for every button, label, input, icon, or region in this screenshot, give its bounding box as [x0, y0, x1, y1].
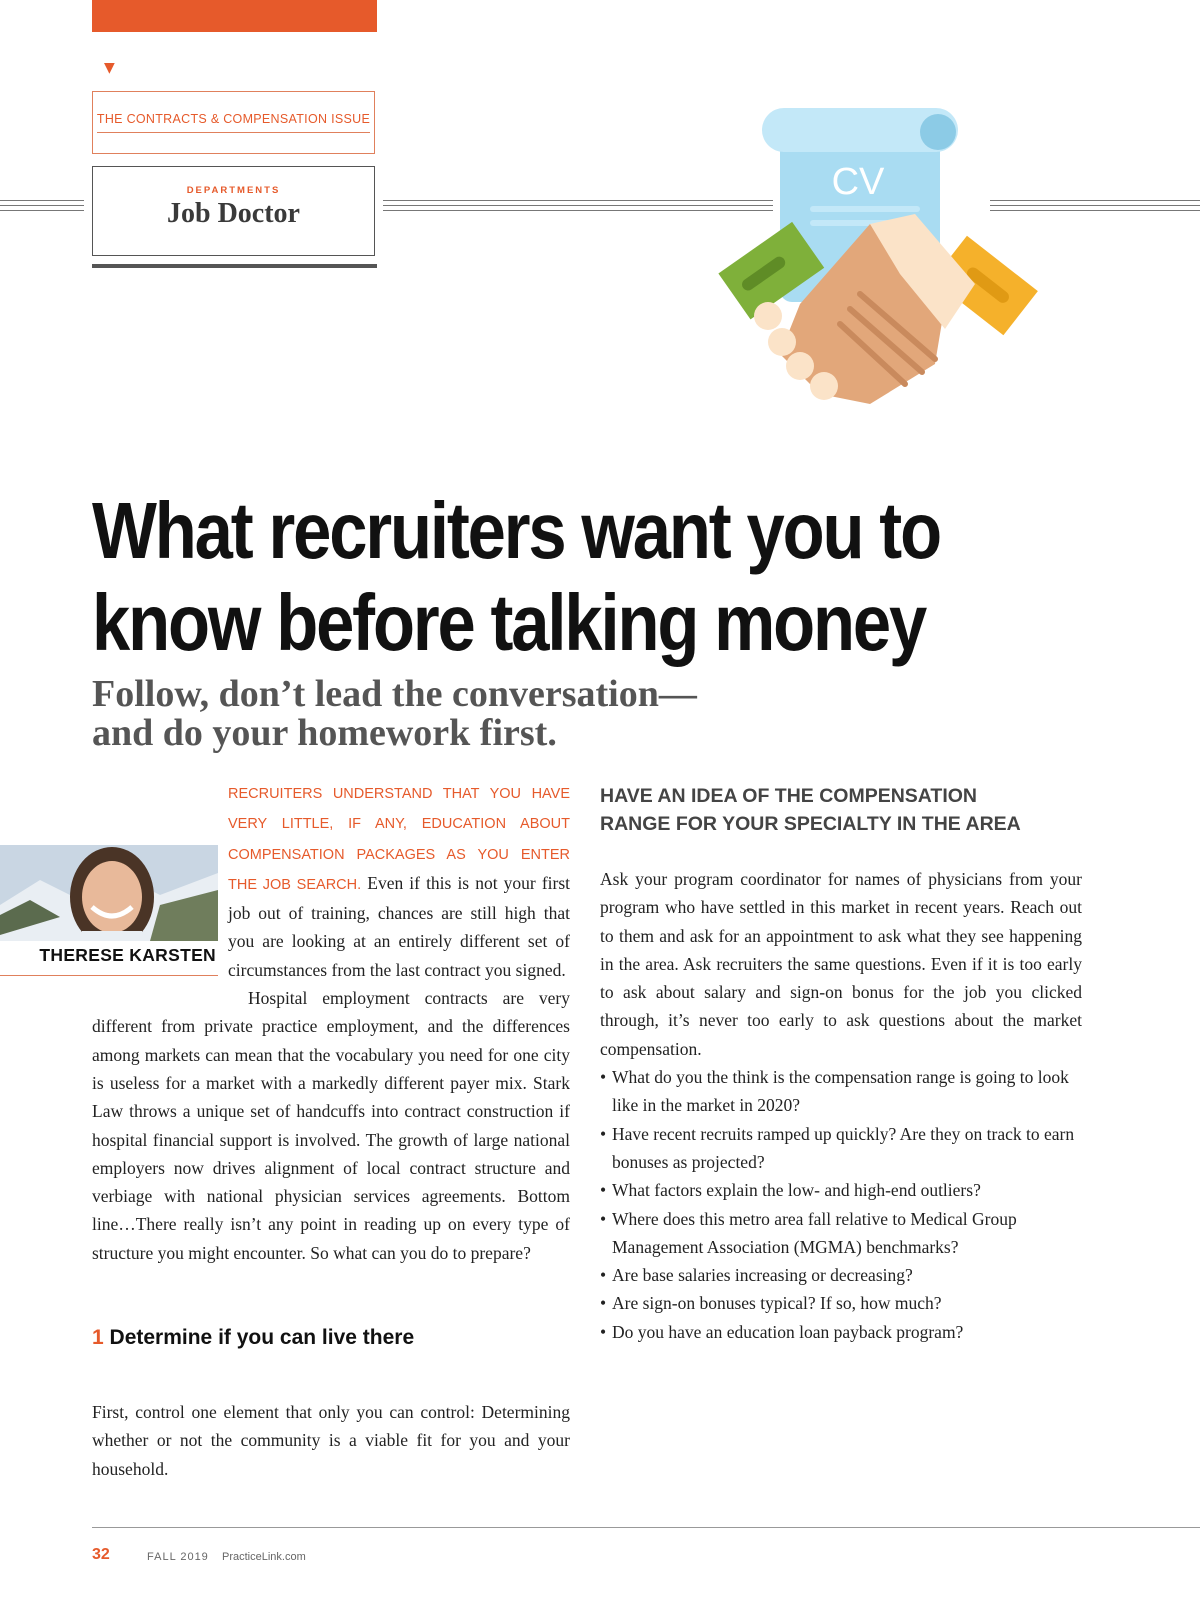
section-1-body-block: [92, 1398, 570, 1483]
lead-paragraph: [92, 778, 570, 984]
department-label: DEPARTMENTS: [186, 185, 281, 196]
lead-text: Even if this is not your first job out of training, chances are still high that you are looking at an entirely different set of circumstances from the last contract you signed.: [228, 872, 571, 980]
right-column-heading: [600, 782, 1060, 838]
top-accent-bar: [92, 0, 377, 32]
page-number: 32: [92, 1546, 110, 1563]
list-item: • Are sign-on bonuses typical? If so, how much?: [600, 1289, 1082, 1317]
left-column-intro: [92, 778, 570, 1267]
handshake-cv-illustration: [700, 104, 1050, 414]
issue-label: THE CONTRACTS & COMPENSATION ISSUE: [97, 112, 370, 133]
list-item: • Have recent recruits ramped up quickly? Are they on track to earn bonuses as projected?: [600, 1120, 1082, 1177]
right-body-paragraph: Ask your program coordinator for names of physicians from your program who have settled in this market in recent years. Reach out to them and ask for an appointment to ask what they see happening in the area. Ask recruiters the same questions. Even if it is too early to ask about salary and sign-on bonus for the job you clicked through, it’s never too early to ask questions about the market compensation.: [600, 869, 1082, 1059]
question-list: [600, 1063, 1082, 1346]
department-box: [92, 166, 375, 256]
section-1-number: 1: [92, 1326, 104, 1349]
header-rule: [0, 205, 84, 206]
body-paragraph-2: Hospital employment contracts are very different from private practice employment, and the differences among markets can mean that the vocabulary you need for one city is useless for a market with a markedly different payer mix. Stark Law throws a unique set of handcuffs into contract construction if hospital financial support is involved. The growth of large national employers now drives alignment of local contract structure and verbiage with national physician services agreements. Bottom line…There really isn’t any point in reading up on every type of structure you might encounter. So what can you do to prepare?: [92, 988, 570, 1263]
subhead-line-2: and do your homework first.: [92, 712, 557, 754]
department-underline: [92, 264, 377, 268]
issue-label-box: [92, 91, 375, 154]
author-name: THERESE KARSTEN: [39, 945, 216, 965]
list-item: • Where does this metro area fall relative to Medical Group Management Association (MGMA) benchmarks?: [600, 1205, 1082, 1262]
site-name: PracticeLink.com: [222, 1551, 306, 1563]
department-title: Job Doctor: [167, 198, 300, 229]
cv-label: CV: [831, 161, 885, 203]
right-heading-line-1: HAVE AN IDEA OF THE COMPENSATION: [600, 785, 978, 807]
header-rule: [0, 210, 84, 211]
lead-caps: RECRUITERS UNDERSTAND THAT YOU HAVE VERY LITTLE, IF ANY, EDUCATION ABOUT COMPENSATION PACKAGES AS YOU ENTER THE JOB SEARCH.: [228, 786, 570, 893]
triangle-down-icon: ▼: [104, 60, 115, 76]
footer-rule: [92, 1527, 1200, 1528]
subhead-line-1: Follow, don’t lead the conversation—: [92, 673, 697, 715]
list-item: • Do you have an education loan payback program?: [600, 1318, 1082, 1346]
header-rule: [0, 200, 84, 201]
section-1-heading: [92, 1326, 570, 1350]
list-item: • What do you the think is the compensation range is going to look like in the market in 2020?: [600, 1063, 1082, 1120]
list-item: • Are base salaries increasing or decreasing?: [600, 1261, 1082, 1289]
section-1-body: First, control one element that only you can control: Determining whether or not the community is a viable fit for you and your household.: [92, 1402, 570, 1479]
right-heading-line-2: RANGE FOR YOUR SPECIALTY IN THE AREA: [600, 813, 1021, 835]
issue-date: FALL 2019: [147, 1551, 209, 1563]
list-item: • What factors explain the low- and high-end outliers?: [600, 1176, 1082, 1204]
headline-line-2: know before talking money: [92, 578, 926, 667]
subheadline: [92, 675, 792, 753]
right-column-body: [600, 865, 1082, 1346]
headline: [92, 485, 1004, 669]
section-1-title: Determine if you can live there: [109, 1326, 415, 1349]
headline-line-1: What recruiters want you to: [92, 486, 940, 575]
